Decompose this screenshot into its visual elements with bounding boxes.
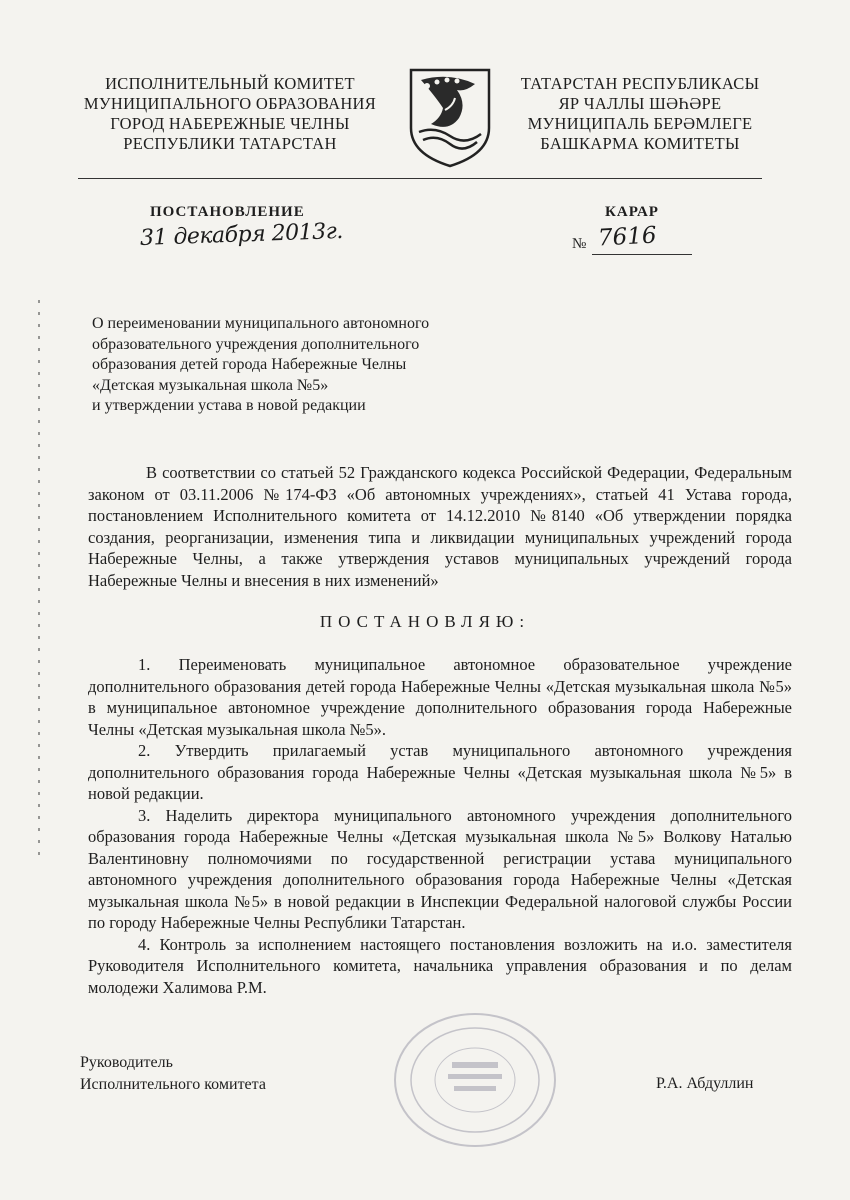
handwritten-date: 31 декабря 2013г. bbox=[139, 218, 344, 251]
signatory-position-line: Исполнительного комитета bbox=[80, 1076, 266, 1093]
subject-line: образовательного учреждения дополнительного bbox=[92, 335, 420, 353]
scan-edge-mark bbox=[35, 300, 43, 860]
header-right-line: МУНИЦИПАЛЬ БЕРӘМЛЕГЕ bbox=[527, 114, 753, 133]
resolve-heading: ПОСТАНОВЛЯЮ: bbox=[319, 612, 531, 631]
subject-block bbox=[92, 314, 429, 417]
signatory-position-line: Руководитель bbox=[80, 1054, 173, 1071]
preamble-paragraph: В соответствии со статьей 52 Гражданского кодекса Российской Федерации, Федеральным законом от 03.11.2006 №174-ФЗ «Об автономных учреждениях», статьей 41 Устава города, постановлением Исполнительного комитета от 14.12.2010 №8140 «Об утверждении порядка создания, реорганизации, изменения типа и ликвидации муниципальных учреждений города Набережные Челны, а также утверждения уставов муниципальных учреждений города Набережные Челны и внесения в них изменений» bbox=[88, 463, 792, 590]
subject-line: образования детей города Набережные Челны bbox=[92, 356, 407, 373]
resolution-items bbox=[88, 654, 792, 998]
handwritten-number: 7616 bbox=[597, 222, 658, 252]
number-underline bbox=[592, 254, 692, 255]
signatory-position bbox=[80, 1052, 266, 1096]
official-stamp-icon bbox=[390, 1010, 560, 1150]
coat-of-arms-emblem-icon bbox=[405, 66, 495, 170]
number-label: № bbox=[572, 236, 587, 252]
header-right-line: ТАТАРСТАН РЕСПУБЛИКАСЫ bbox=[520, 74, 760, 93]
subject-line: и утверждении устава в новой редакции bbox=[92, 397, 366, 414]
header-right-block bbox=[490, 74, 790, 154]
header-right-line: ЯР ЧАЛЛЫ ШӘҺӘРЕ bbox=[558, 94, 722, 113]
signatory-name: Р.А. Абдуллин bbox=[656, 1075, 754, 1092]
subject-line: О переименовании муниципального автономного bbox=[92, 315, 430, 332]
doc-title-postanovlenie: ПОСТАНОВЛЕНИЕ bbox=[150, 204, 305, 220]
header-left-line: ИСПОЛНИТЕЛЬНЫЙ КОМИТЕТ bbox=[105, 74, 355, 93]
header-left-line: РЕСПУБЛИКИ ТАТАРСТАН bbox=[123, 134, 337, 153]
header-left-line: ГОРОД НАБЕРЕЖНЫЕ ЧЕЛНЫ bbox=[110, 114, 350, 133]
header-left-line: МУНИЦИПАЛЬНОГО ОБРАЗОВАНИЯ bbox=[83, 94, 377, 113]
resolution-item: 2. Утвердить прилагаемый устав муниципального автономного учреждения дополнительного образования города Набережные Челны «Детская музыкальная школа №5» в новой редакции. bbox=[88, 741, 792, 803]
resolution-item: 4. Контроль за исполнением настоящего постановления возложить на и.о. заместителя Руководителя Исполнительного комитета, начальника управления образования и по делам молодежи Халимова Р.М. bbox=[88, 934, 792, 997]
resolution-item: 1. Переименовать муниципальное автономное образовательное учреждение дополнительного образования детей города Набережные Челны «Детская музыкальная школа №5» в муниципальное автономное учреждение дополнительного образования города Набережные Челны «Детская музыкальная школа №5». bbox=[88, 655, 792, 739]
subject-line: «Детская музыкальная школа №5» bbox=[92, 376, 329, 394]
header-left-block bbox=[60, 74, 400, 154]
doc-title-karar: КАРАР bbox=[605, 204, 659, 220]
resolution-item: 3. Наделить директора муниципального автономного учреждения дополнительного образования города Набережные Челны «Детская музыкальная школа №5» Волкову Наталью Валентиновну полномочиями по государственной регистрации устава муниципального автономного учреждения дополнительного образования города Набережные Челны «Детская музыкальная школа №5» в новой редакции в Инспекции Федеральной налоговой службы России по городу Набережные Челны Республики Татарстан. bbox=[88, 805, 792, 932]
header-divider bbox=[78, 178, 762, 179]
header-right-line: БАШКАРМА КОМИТЕТЫ bbox=[540, 134, 740, 153]
